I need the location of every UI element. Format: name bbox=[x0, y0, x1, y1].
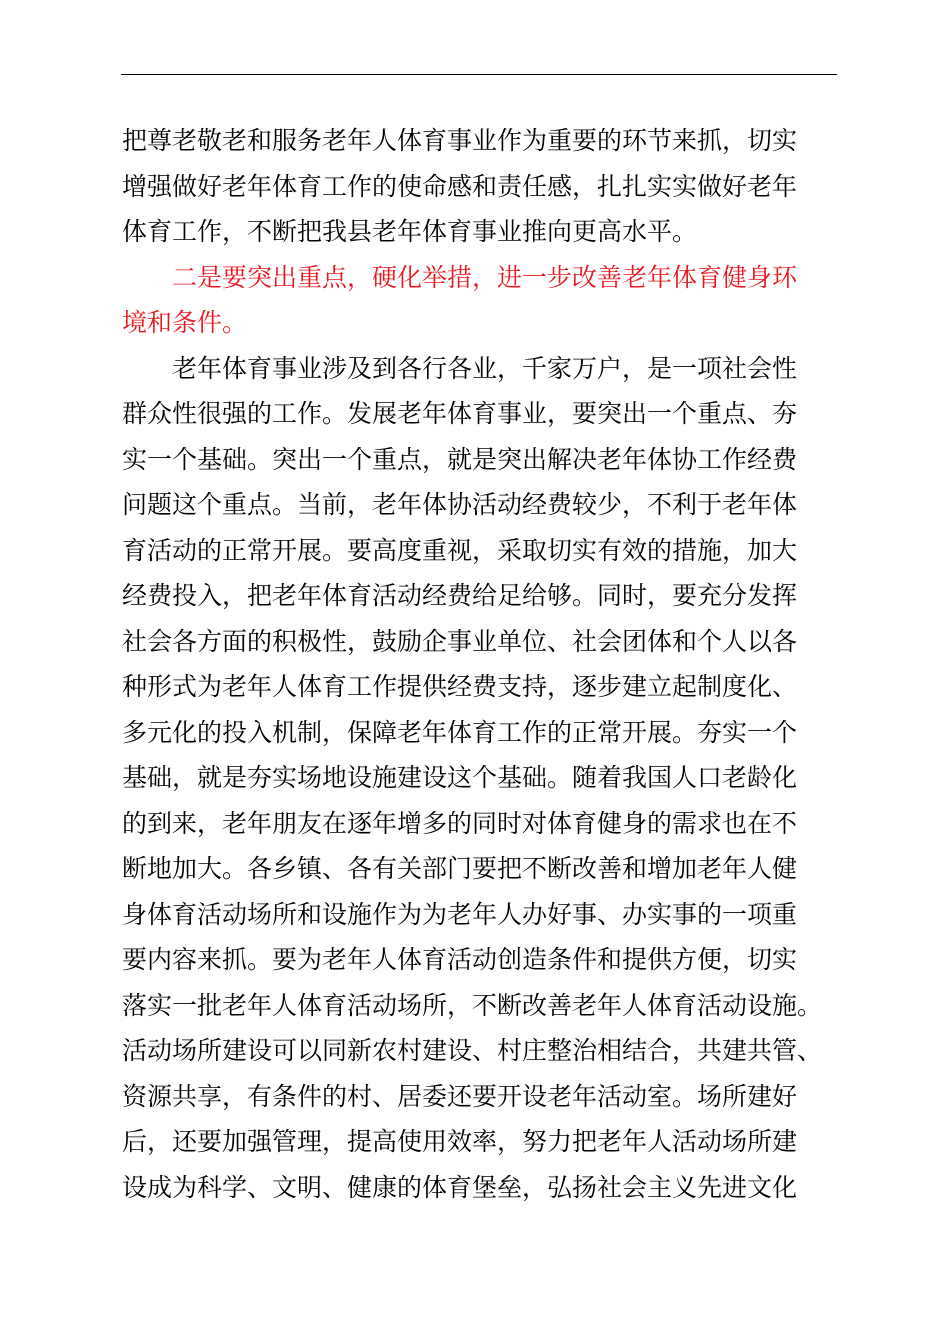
text-line: 社会各方面的积极性，鼓励企事业单位、社会团体和个人以各 bbox=[122, 626, 798, 656]
paragraph-start-line: 老年体育事业涉及到各行各业，千家万户，是一项社会性 bbox=[172, 353, 798, 383]
text-line: 群众性很强的工作。发展老年体育事业，要突出一个重点、夯 bbox=[122, 399, 798, 428]
text-line: 把尊老敬老和服务老年人体育事业作为重要的环节来抓，切实 bbox=[122, 126, 798, 155]
text-line: 后，还要加强管理，提高使用效率，努力把老年人活动场所建 bbox=[122, 1127, 798, 1156]
text-line: 资源共享，有条件的村、居委还要开设老年活动室。场所建好 bbox=[122, 1081, 798, 1111]
text-line: 的到来，老年朋友在逐年增多的同时对体育健身的需求也在不 bbox=[122, 808, 798, 838]
section-heading-line: 二是要突出重点，硬化举措，进一步改善老年体育健身环 bbox=[172, 262, 798, 292]
text-line: 落实一批老年人体育活动场所，不断改善老年人体育活动设施。 bbox=[122, 990, 823, 1020]
document-body bbox=[122, 118, 838, 1210]
text-line: 设成为科学、文明、健康的体育堡垒，弘扬社会主义先进文化 bbox=[122, 1172, 798, 1202]
text-line: 多元化的投入机制，保障老年体育工作的正常开展。夯实一个 bbox=[122, 717, 798, 747]
text-line: 问题这个重点。当前，老年体协活动经费较少，不利于老年体 bbox=[122, 490, 798, 519]
text-line: 基础，就是夯实场地设施建设这个基础。随着我国人口老龄化 bbox=[122, 763, 798, 792]
header-rule bbox=[121, 74, 837, 75]
text-line: 种形式为老年人体育工作提供经费支持，逐步建立起制度化、 bbox=[122, 672, 798, 701]
text-line: 育活动的正常开展。要高度重视，采取切实有效的措施，加大 bbox=[122, 535, 798, 565]
text-line: 身体育活动场所和设施作为为老年人办好事、办实事的一项重 bbox=[122, 899, 798, 929]
text-line: 经费投入，把老年体育活动经费给足给够。同时，要充分发挥 bbox=[122, 581, 798, 610]
text-line: 增强做好老年体育工作的使命感和责任感，扎扎实实做好老年 bbox=[122, 171, 798, 201]
text-line: 要内容来抓。要为老年人体育活动创造条件和提供方便，切实 bbox=[122, 945, 798, 974]
text-line: 实一个基础。突出一个重点，就是突出解决老年体协工作经费 bbox=[122, 444, 798, 474]
text-line: 体育工作，不断把我县老年体育事业推向更高水平。 bbox=[122, 217, 698, 246]
text-line: 活动场所建设可以同新农村建设、村庄整治相结合，共建共管、 bbox=[122, 1036, 823, 1065]
text-line: 断地加大。各乡镇、各有关部门要把不断改善和增加老年人健 bbox=[122, 854, 798, 883]
section-heading-line: 境和条件。 bbox=[122, 308, 248, 337]
